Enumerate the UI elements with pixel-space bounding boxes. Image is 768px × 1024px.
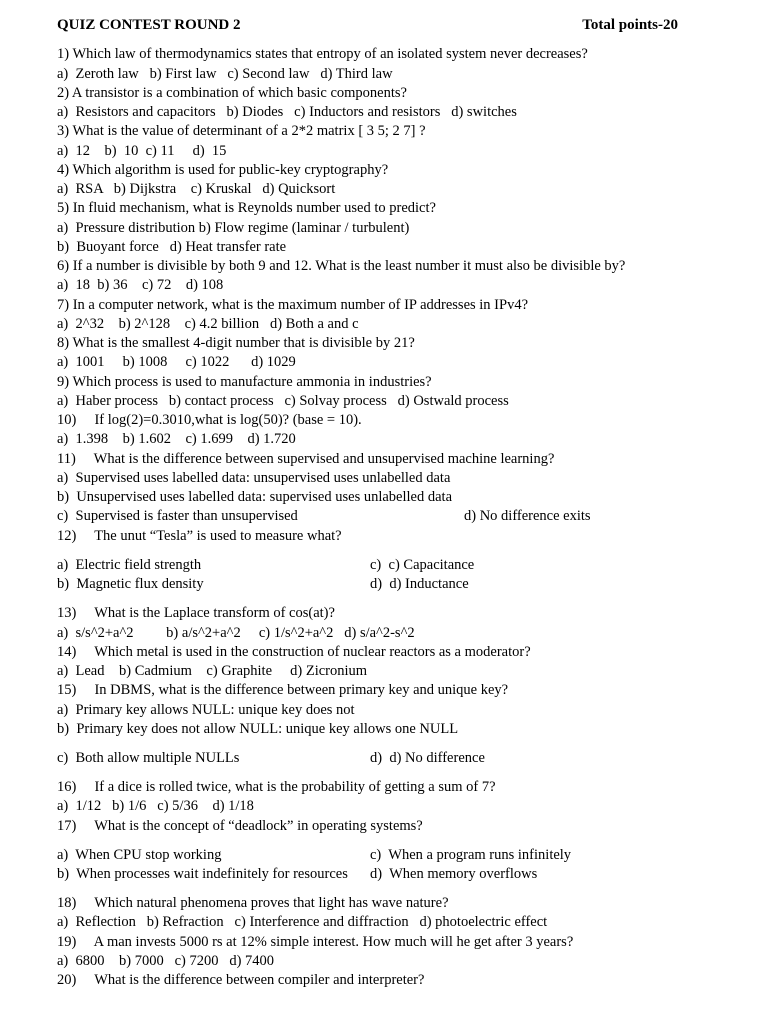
option-line: a) Pressure distribution b) Flow regime (laminar / turbulent)	[57, 220, 410, 236]
question-line: 18) Which natural phenomena proves that light has wave nature?	[57, 895, 449, 911]
option-line: a) RSA b) Dijkstra c) Kruskal d) Quicksort	[57, 181, 336, 197]
question-line: 12) The unut “Tesla” is used to measure what?	[57, 528, 342, 544]
option-line: a) 1.398 b) 1.602 c) 1.699 d) 1.720	[57, 431, 296, 447]
option-line: a) 6800 b) 7000 c) 7200 d) 7400	[57, 953, 275, 969]
option-line: a) 12 b) 10 c) 11 d) 15	[57, 143, 227, 159]
question-line: 19) A man invests 5000 rs at 12% simple interest. How much will he get after 3 years?	[57, 934, 574, 950]
option-line: c) When a program runs infinitely	[370, 847, 572, 863]
question-line: 14) Which metal is used in the construction of nuclear reactors as a moderator?	[57, 644, 531, 660]
question-line: 2) A transistor is a combination of which basic components?	[57, 85, 407, 101]
option-line: c) c) Capacitance	[370, 557, 475, 573]
option-line: a) Haber process b) contact process c) Solvay process d) Ostwald process	[57, 393, 509, 409]
question-line: 7) In a computer network, what is the maximum number of IP addresses in IPv4?	[57, 297, 529, 313]
question-line: 3) What is the value of determinant of a 2*2 matrix [ 3 5; 2 7] ?	[57, 123, 426, 139]
question-line: 20) What is the difference between compiler and interpreter?	[57, 972, 425, 988]
option-line: a) 2^32 b) 2^128 c) 4.2 billion d) Both a and c	[57, 316, 359, 332]
option-line: a) Reflection b) Refraction c) Interference and diffraction d) photoelectric effect	[57, 914, 548, 930]
quiz-title: QUIZ CONTEST ROUND 2	[57, 17, 241, 33]
option-line: b) Primary key does not allow NULL: unique key allows one NULL	[57, 721, 459, 737]
option-line: a) 1/12 b) 1/6 c) 5/36 d) 1/18	[57, 798, 254, 814]
option-line: a) Supervised uses labelled data: unsupervised uses unlabelled data	[57, 470, 451, 486]
question-line: 17) What is the concept of “deadlock” in operating systems?	[57, 818, 423, 834]
option-line: c) Both allow multiple NULLs	[57, 750, 240, 766]
question-line: 9) Which process is used to manufacture ammonia in industries?	[57, 374, 432, 390]
option-line: c) Supervised is faster than unsupervised	[57, 508, 298, 524]
question-line: 5) In fluid mechanism, what is Reynolds number used to predict?	[57, 200, 436, 216]
option-line: a) When CPU stop working	[57, 847, 222, 863]
option-line: d) d) No difference	[370, 750, 485, 766]
option-line: b) Buoyant force d) Heat transfer rate	[57, 239, 287, 255]
option-line: a) Primary key allows NULL: unique key does not	[57, 702, 355, 718]
option-line: d) No difference exits	[464, 508, 591, 524]
option-line: d) When memory overflows	[370, 866, 538, 882]
question-line: 4) Which algorithm is used for public-key cryptography?	[57, 162, 389, 178]
question-line: 15) In DBMS, what is the difference between primary key and unique key?	[57, 682, 509, 698]
question-line: 1) Which law of thermodynamics states that entropy of an isolated system never decreases?	[57, 46, 588, 62]
option-line: a) 18 b) 36 c) 72 d) 108	[57, 277, 224, 293]
option-line: a) s/s^2+a^2 b) a/s^2+a^2 c) 1/s^2+a^2 d) s/a^2-s^2	[57, 625, 415, 641]
option-line: b) When processes wait indefinitely for resources	[57, 866, 348, 882]
question-line: 6) If a number is divisible by both 9 and 12. What is the least number it must also be divisible by?	[57, 258, 626, 274]
option-line: a) 1001 b) 1008 c) 1022 d) 1029	[57, 354, 296, 370]
question-line: 13) What is the Laplace transform of cos(at)?	[57, 605, 335, 621]
option-line: b) Magnetic flux density	[57, 576, 204, 592]
option-line: a) Zeroth law b) First law c) Second law d) Third law	[57, 66, 393, 82]
option-line: b) Unsupervised uses labelled data: supervised uses unlabelled data	[57, 489, 453, 505]
question-line: 8) What is the smallest 4-digit number that is divisible by 21?	[57, 335, 415, 351]
option-line: a) Resistors and capacitors b) Diodes c) Inductors and resistors d) switches	[57, 104, 517, 120]
question-line: 16) If a dice is rolled twice, what is the probability of getting a sum of 7?	[57, 779, 496, 795]
option-line: a) Electric field strength	[57, 557, 202, 573]
question-line: 10) If log(2)=0.3010,what is log(50)? (base = 10).	[57, 412, 362, 428]
option-line: a) Lead b) Cadmium c) Graphite d) Zicronium	[57, 663, 368, 679]
total-points: Total points-20	[582, 17, 678, 33]
question-line: 11) What is the difference between supervised and unsupervised machine learning?	[57, 451, 555, 467]
option-line: d) d) Inductance	[370, 576, 469, 592]
